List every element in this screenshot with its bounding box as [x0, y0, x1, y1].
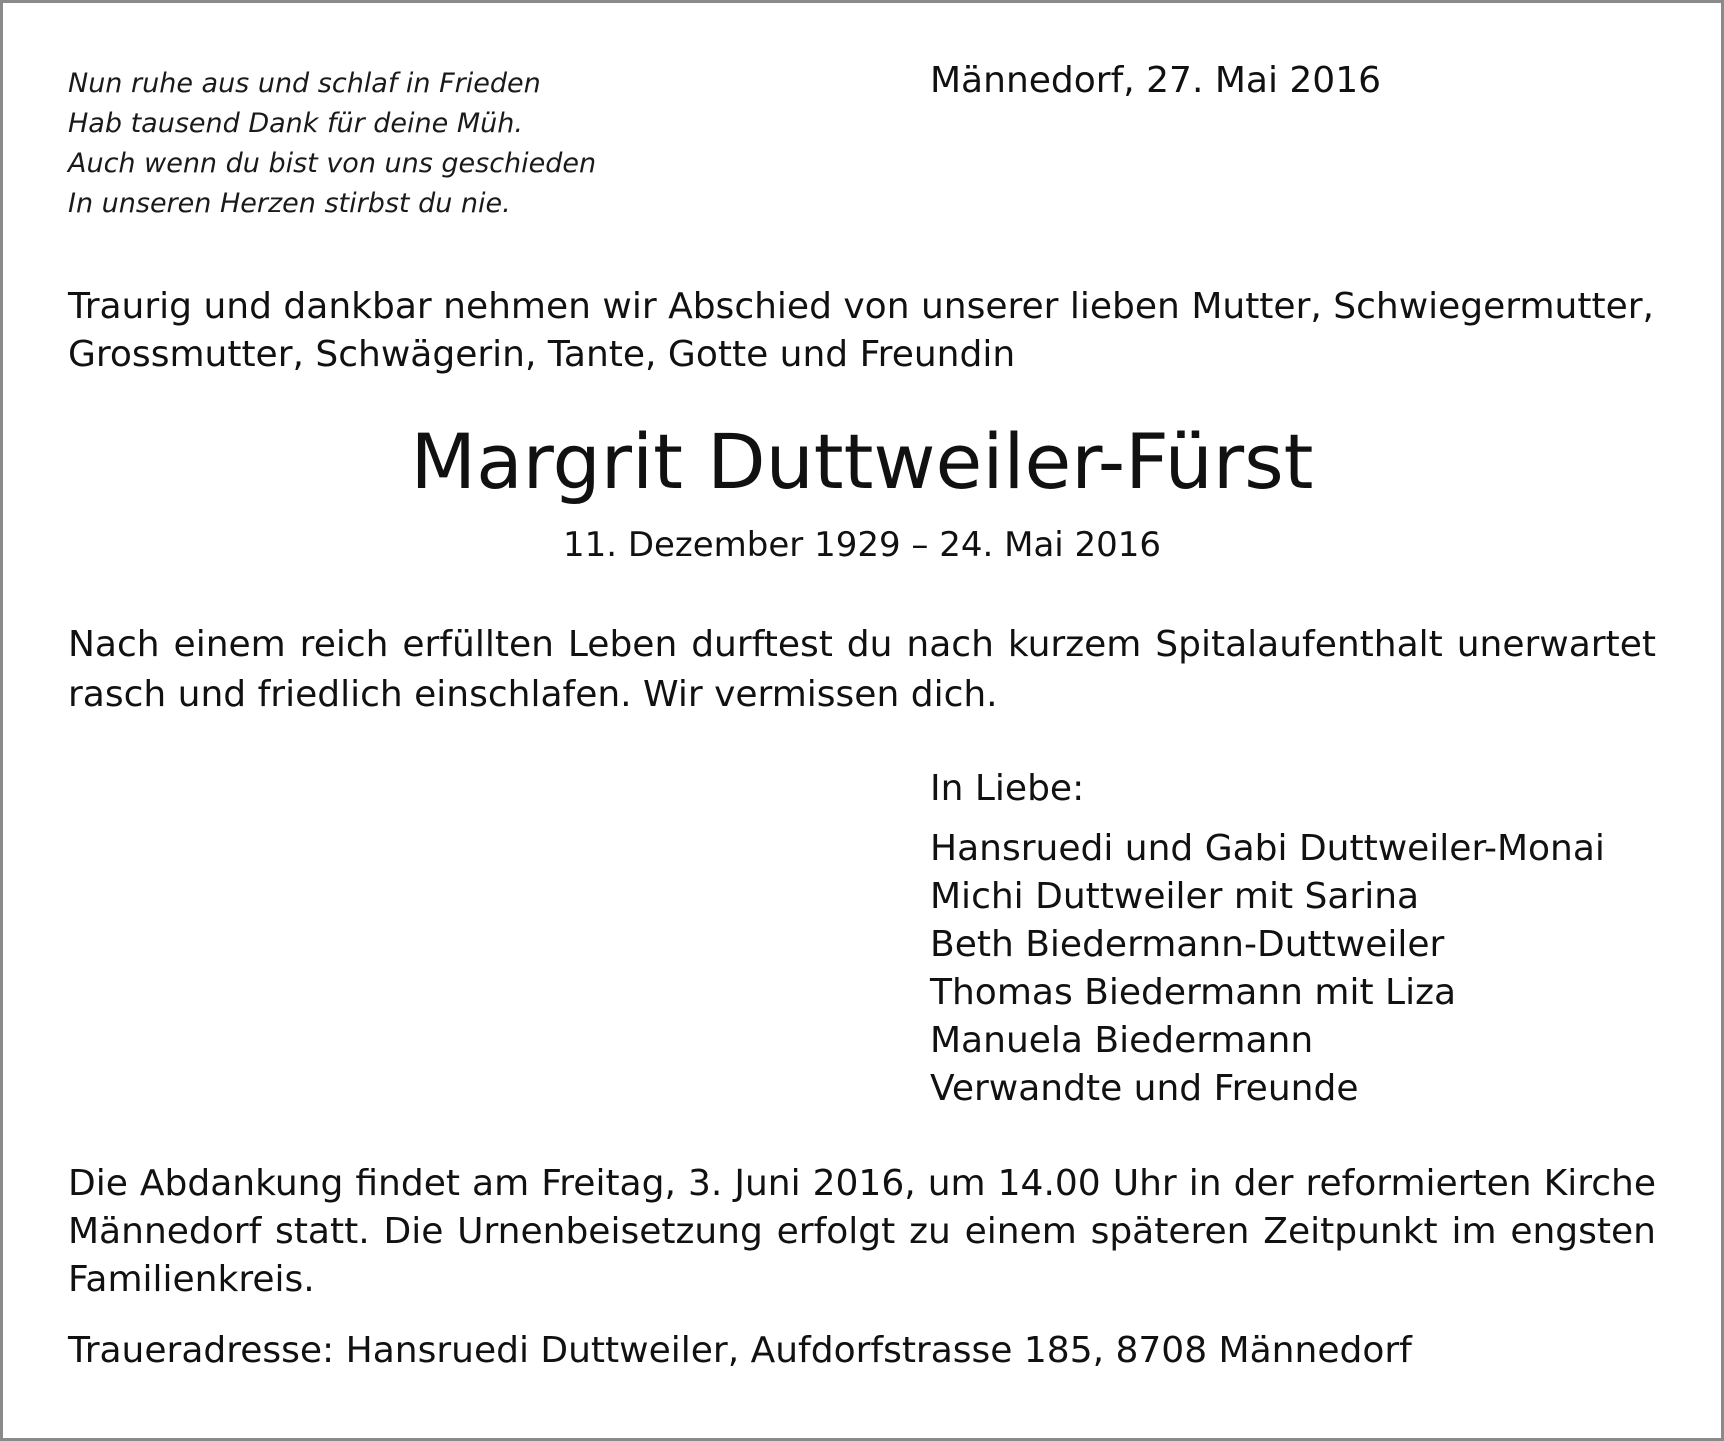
- mourner-name: Verwandte und Freunde: [930, 1068, 1359, 1109]
- ceremony-info: Die Abdankung findet am Freitag, 3. Juni 2016, um 14.00 Uhr in der reformierten Kirche Männedorf statt. Die Urnenbeisetzung erfolgt zu einem späteren Zeitpunkt im engsten Familienkreis.: [68, 1163, 1656, 1300]
- mourner-name: Michi Duttweiler mit Sarina: [930, 876, 1420, 917]
- deceased-name: Margrit Duttweiler-Fürst: [410, 417, 1314, 506]
- place-and-date: Männedorf, 27. Mai 2016: [930, 60, 1382, 101]
- poem-line: In unseren Herzen stirbst du nie.: [68, 188, 511, 219]
- life-dates: 11. Dezember 1929 – 24. Mai 2016: [562, 525, 1162, 565]
- farewell-message: Nach einem reich erfüllten Leben durftest du nach kurzem Spitalaufenthalt unerwartet rasch und friedlich einschlafen. Wir vermissen dich.: [68, 624, 1656, 715]
- poem-line: Nun ruhe aus und schlaf in Frieden: [68, 68, 541, 99]
- intro-line: Traurig und dankbar nehmen wir Abschied von unserer lieben Mutter, Schwiegermutter,: [68, 286, 1654, 327]
- mourner-name: Manuela Biedermann: [930, 1020, 1314, 1061]
- poem-line: Auch wenn du bist von uns geschieden: [68, 148, 597, 179]
- mourner-name: Hansruedi und Gabi Duttweiler-Monai: [930, 828, 1605, 869]
- mourning-address: Traueradresse: Hansruedi Duttweiler, Aufdorfstrasse 185, 8708 Männedorf: [68, 1330, 1412, 1371]
- poem-line: Hab tausend Dank für deine Müh.: [68, 108, 523, 139]
- mourners-heading: In Liebe:: [930, 768, 1085, 809]
- mourners-list: [930, 825, 1605, 1113]
- mourner-name: Beth Biedermann-Duttweiler: [930, 924, 1445, 965]
- intro-line: Grossmutter, Schwägerin, Tante, Gotte und Freundin: [68, 334, 1016, 375]
- mourner-name: Thomas Biedermann mit Liza: [930, 972, 1457, 1013]
- farewell-intro: [68, 283, 1656, 379]
- memorial-poem: [68, 64, 596, 224]
